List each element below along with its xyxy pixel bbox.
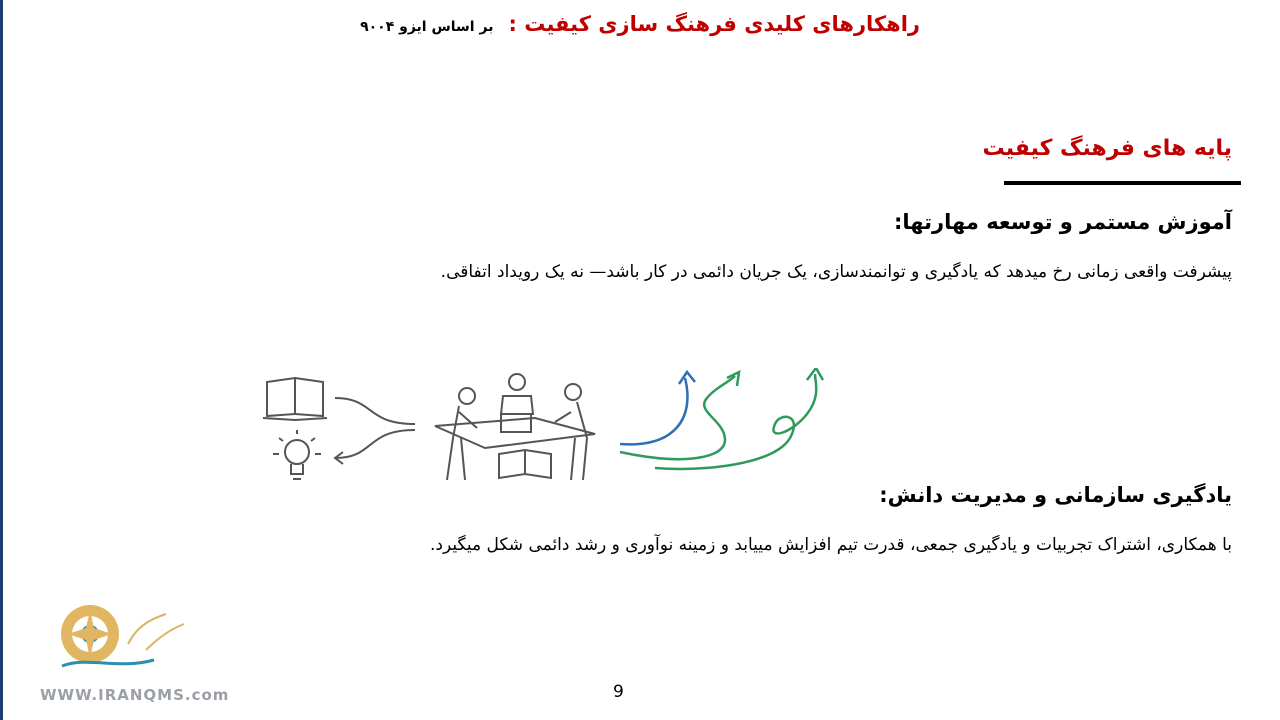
company-logo bbox=[58, 600, 198, 678]
section-underline bbox=[1004, 181, 1241, 185]
item-heading-knowledge: یادگیری سازمانی و مدیریت دانش: bbox=[879, 483, 1232, 507]
item-heading-training: آموزش مستمر و توسعه مهارتها: bbox=[894, 210, 1232, 234]
page-number: 9 bbox=[613, 682, 624, 702]
item-text-training: پیشرفت واقعی زمانی رخ میدهد که یادگیری و توانمندسازی، یک جریان دائمی در کار باشد— نه یک رویداد اتفاقی. bbox=[440, 262, 1232, 282]
section-title: پایه های فرهنگ کیفیت bbox=[982, 136, 1232, 161]
learning-illustration bbox=[255, 368, 855, 486]
item-text-knowledge: با همکاری، اشتراک تجربیات و یادگیری جمعی، قدرت تیم افزایش مییابد و زمینه نوآوری و رشد دائمی شکل میگیرد. bbox=[430, 535, 1232, 555]
slide-header bbox=[360, 12, 920, 44]
team-meeting-icon bbox=[435, 374, 595, 480]
connector-lines bbox=[335, 398, 415, 464]
book-icon bbox=[263, 378, 327, 420]
slide-title: راهکارهای کلیدی فرهنگ سازی کیفیت : bbox=[508, 12, 920, 36]
lightbulb-icon bbox=[273, 430, 321, 479]
growth-arrows-icon bbox=[620, 368, 823, 469]
left-border bbox=[0, 0, 3, 720]
website-url: WWW.IRANQMS.com bbox=[40, 686, 230, 704]
slide-subtitle: بر اساس ایزو ۹۰۰۴ bbox=[360, 19, 494, 35]
